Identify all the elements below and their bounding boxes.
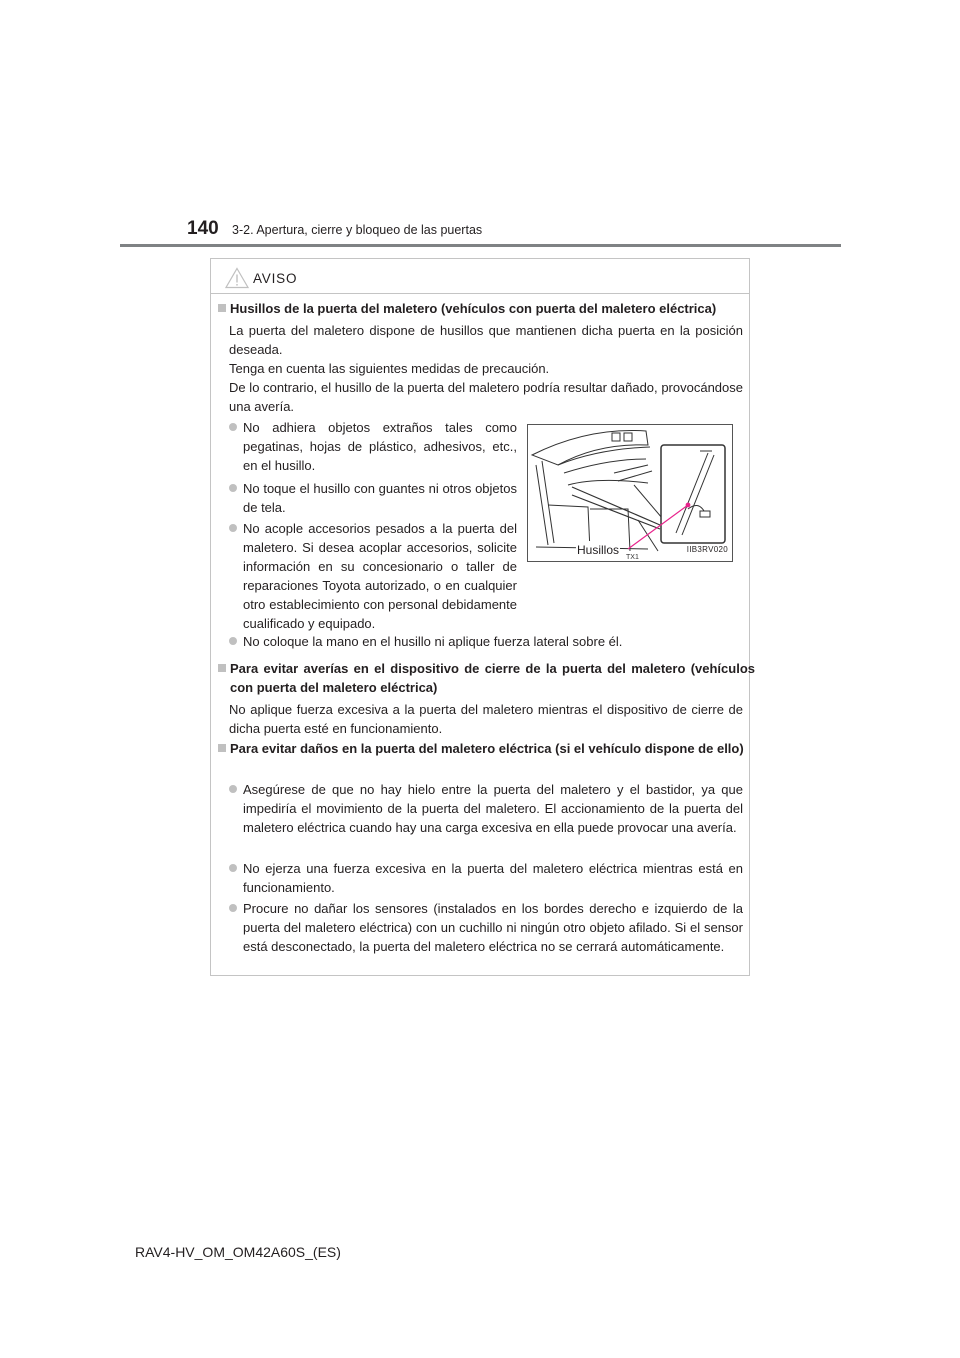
round-bullet-icon xyxy=(229,524,237,532)
square-bullet-icon xyxy=(218,744,226,752)
section-paragraph: La puerta del maletero dispone de husillos que mantienen dicha puerta en la posición deseada. Tenga en cuenta las siguientes medidas de precaución. De lo contrario, el husillo de la puerta del maletero podría resultar dañado, provocándose una avería. xyxy=(229,323,743,414)
round-bullet-icon xyxy=(229,904,237,912)
list-item: Asegúrese de que no hay hielo entre la puerta del maletero y el bastidor, ya que impediría el movimiento de la puerta del maletero. El accionamiento de la puerta del maletero eléctrica cuando hay una carga excesiva en ella puede provocar una avería. xyxy=(229,780,743,837)
round-bullet-icon xyxy=(229,637,237,645)
round-bullet-icon xyxy=(229,785,237,793)
round-bullet-icon xyxy=(229,864,237,872)
list-item: Procure no dañar los sensores (instalados en los bordes derecho e izquierdo de la puerta del maletero eléctrica) con un cuchillo ni ningún otro objeto afilado. Si el sensor está desconectado, la puerta del maletero eléctrica no se cerrará automáticamente. xyxy=(229,899,743,956)
section-heading: Para evitar averías en el dispositivo de cierre de la puerta del maletero (vehículos con puerta del maletero eléctrica) xyxy=(218,659,755,697)
warning-box xyxy=(210,258,755,976)
list-item: No toque el husillo con guantes ni otros objetos de tela. xyxy=(229,479,517,517)
round-bullet-icon xyxy=(229,423,237,431)
figure-code: IIB3RV020 xyxy=(686,545,728,554)
figure-callout-label: Husillos xyxy=(576,541,620,560)
section-paragraph: No aplique fuerza excesiva a la puerta del maletero mientras el dispositivo de cierre de dicha puerta esté en funcionamiento. xyxy=(229,702,743,736)
strut-figure xyxy=(527,424,733,562)
list-item: No adhiera objetos extraños tales como pegatinas, hojas de plástico, adhesivos, etc., en el husillo. xyxy=(229,418,517,475)
round-bullet-icon xyxy=(229,484,237,492)
square-bullet-icon xyxy=(218,664,226,672)
warning-triangle-icon xyxy=(225,267,249,289)
svg-text:TX1: TX1 xyxy=(626,554,639,561)
section-title: 3-2. Apertura, cierre y bloqueo de las puertas xyxy=(232,223,483,237)
warning-header xyxy=(225,263,297,293)
section-heading: Husillos de la puerta del maletero (vehículos con puerta del maletero eléctrica) xyxy=(218,299,755,318)
header-rule xyxy=(120,244,841,247)
list-item: No acople accesorios pesados a la puerta del maletero. Si desea acoplar accesorios, solicite información en su concesionario o taller de reparaciones Toyota autorizado, o en cualquier otro establecimiento con personal debidamente cualificado y equipado. xyxy=(229,519,517,633)
list-item: No coloque la mano en el husillo ni aplique fuerza lateral sobre él. xyxy=(229,632,743,651)
warning-label: AVISO xyxy=(253,270,298,286)
footer-doc-id: RAV4-HV_OM_OM42A60S_(ES) xyxy=(135,1244,341,1260)
square-bullet-icon xyxy=(218,304,226,312)
list-item: No ejerza una fuerza excesiva en la puerta del maletero eléctrica mientras está en funcionamiento. xyxy=(229,859,743,897)
page-number: 140 xyxy=(187,218,219,239)
section-heading: Para evitar daños en la puerta del maletero eléctrica (si el vehículo dispone de ello) xyxy=(218,739,755,758)
warning-divider xyxy=(211,293,749,294)
